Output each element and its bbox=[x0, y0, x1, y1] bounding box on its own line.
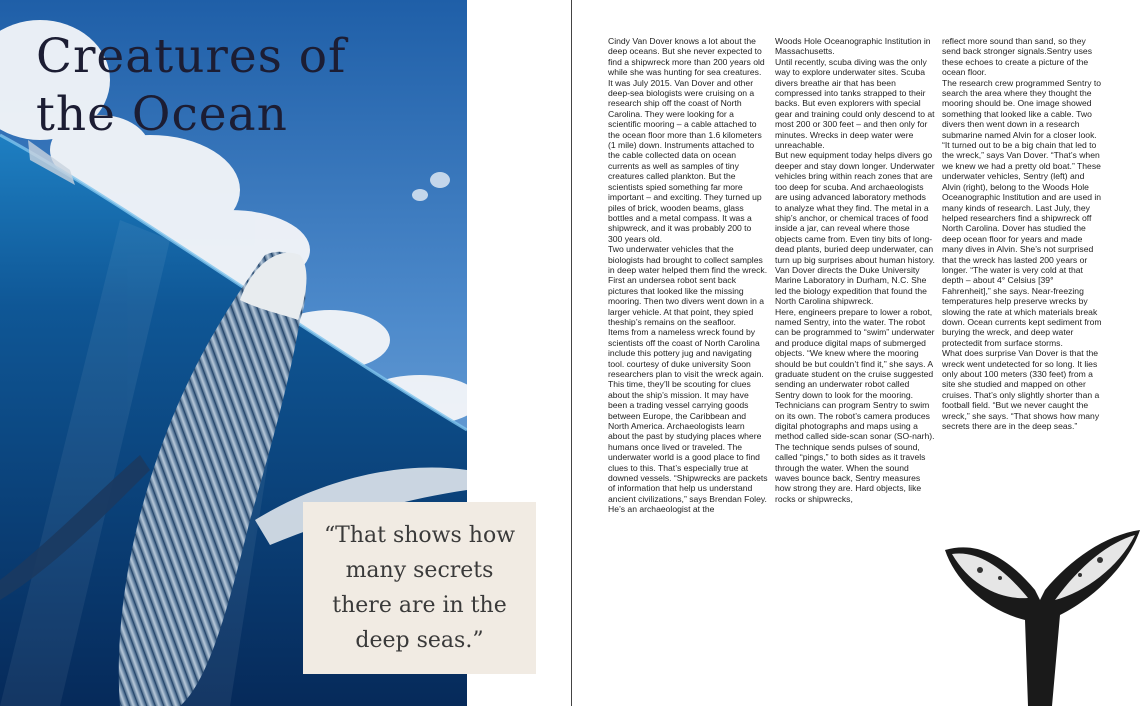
pull-quote-box bbox=[303, 502, 536, 674]
article-headline bbox=[36, 28, 456, 144]
whale-tail-fluke-photo bbox=[940, 520, 1142, 706]
page-divider bbox=[571, 0, 572, 706]
article-column-1: Cindy Van Dover knows a lot about the deep oceans. But she never expected to find a shipwreck more than 200 years old while she was hunting for sea creatures. It was July 2015. Van Dover and other deep-sea biologists were cruising on a research ship off the coast of North Carolina. They were looking for a scientific mooring – a cable attached to the ocean floor more than 1.6 kilometers (1 mile) down. Instruments attached to the cable collected data on ocean currents as well as samples of tiny creatures called plankton. But the scientists spied something far more important – and exciting. They turned up piles of brick, wooden beams, glass bottles and a metal compass. It was a shipwreck, and it was probably 200 to 300 years old. Two underwater vehicles that the biologists had brought to collect samples in deep water helped them find the wreck. First an undersea robot sent back pictures that looked like the missing mooring. Then two divers went down in a larger vehicle. At that point, they spied theship’s remains on the seafloor. Items from a nameless wreck found by scientists off the coast of North Carolina include this pottery jug and navigating tool. courtesy of duke university Soon researchers plan to visit the wreck again. This time, they’ll be scouting for clues about the ship’s mission. It may have been a trading vessel carrying goods between Europe, the Caribbean and North America. Archaeologists learn about the past by studying places where humans once lived or traveled. The underwater world is a good place to find clues to this. That’s especially true at downed vessels. “Shipwrecks are packets of information that help us understand ancient civilizations,” says Brendan Foley. He’s an archaeologist at the bbox=[608, 36, 768, 515]
article-column-2: Woods Hole Oceanographic Institution in Massachusetts. Until recently, scuba diving was the only way to explore underwater sites. Scuba divers breathe air that has been compressed into tanks strapped to their backs. But even explorers with special gear and training could only descend to at most 200 or 300 feet – and then only for minutes. Wrecks in deep water were unreachable. But new equipment today helps divers go deeper and stay down longer. Underwater vehicles bring within reach zones that are too deep for scuba. And archaeologists are using advanced laboratory methods to analyze what they find. The metal in a ship’s anchor, or chemical traces of food inside a jar, can reveal where those objects came from. Even tiny bits of long-dead plants, buried deep underwater, can turn up big surprises about human history. Van Dover directs the Duke University Marine Laboratory in Durham, N.C. She led the biology expedition that found the North Carolina shipwreck. Here, engineers prepare to lower a robot, named Sentry, into the water. The robot can be programmed to “swim” underwater and produce digital maps of submerged objects. “We knew where the mooring should be but couldn’t find it,” she says. A graduate student on the cruise suggested sending an underwater robot called Sentry down to look for the mooring. Technicians can program Sentry to swim on its own. The robot’s camera produces digital photographs and maps using a method called side-scan sonar (SO-narh). The technique sends pulses of sound, called “pings,” to both sides as it travels through the water. When the sound waves bounce back, Sentry measures how strong they are. Hard objects, like rocks or shipwrecks, bbox=[775, 36, 935, 504]
pull-quote-text: “That shows how many secrets there are in the deep seas.” bbox=[323, 523, 516, 653]
headline-line-1: Creatures of bbox=[36, 29, 347, 84]
article-column-3: reflect more sound than sand, so they send back stronger signals.Sentry uses these echoes to create a picture of the ocean floor. The research crew programmed Sentry to search the area where they thought the mooring should be. One image showed something that looked like a cable. Two divers then went down in a research submarine named Alvin for a closer look. “It turned out to be a big chain that led to the wreck,” says Van Dover. “That’s when we knew we had a pretty old boat.” These underwater vehicles, Sentry (left) and Alvin (right), belong to the Woods Hole Oceanographic Institution and are used in many kinds of research. Last July, they helped researchers find a shipwreck off North Carolina. Dover has studied the deep ocean floor for years and made many dives in Alvin. She’s not surprised that the wreck has lasted 200 years or longer. “The water is very cold at that depth – about 4° Celsius [39° Fahrenheit],” she says. Near-freezing temperatures help preserve wrecks by slowing the rate at which materials break down. Ocean currents kept sediment from burying the wreck, and deep water protectedit from surface storms. What does surprise Van Dover is that the wreck went undetected for so long. It lies only about 100 meters (330 feet) from a site she studied and mapped on other cruises. That’s only slightly shorter than a football field. “But we never caught the wreck,” she says. “That shows how many secrets there are in the deep seas.” bbox=[942, 36, 1102, 432]
headline-line-2: the Ocean bbox=[36, 87, 288, 142]
